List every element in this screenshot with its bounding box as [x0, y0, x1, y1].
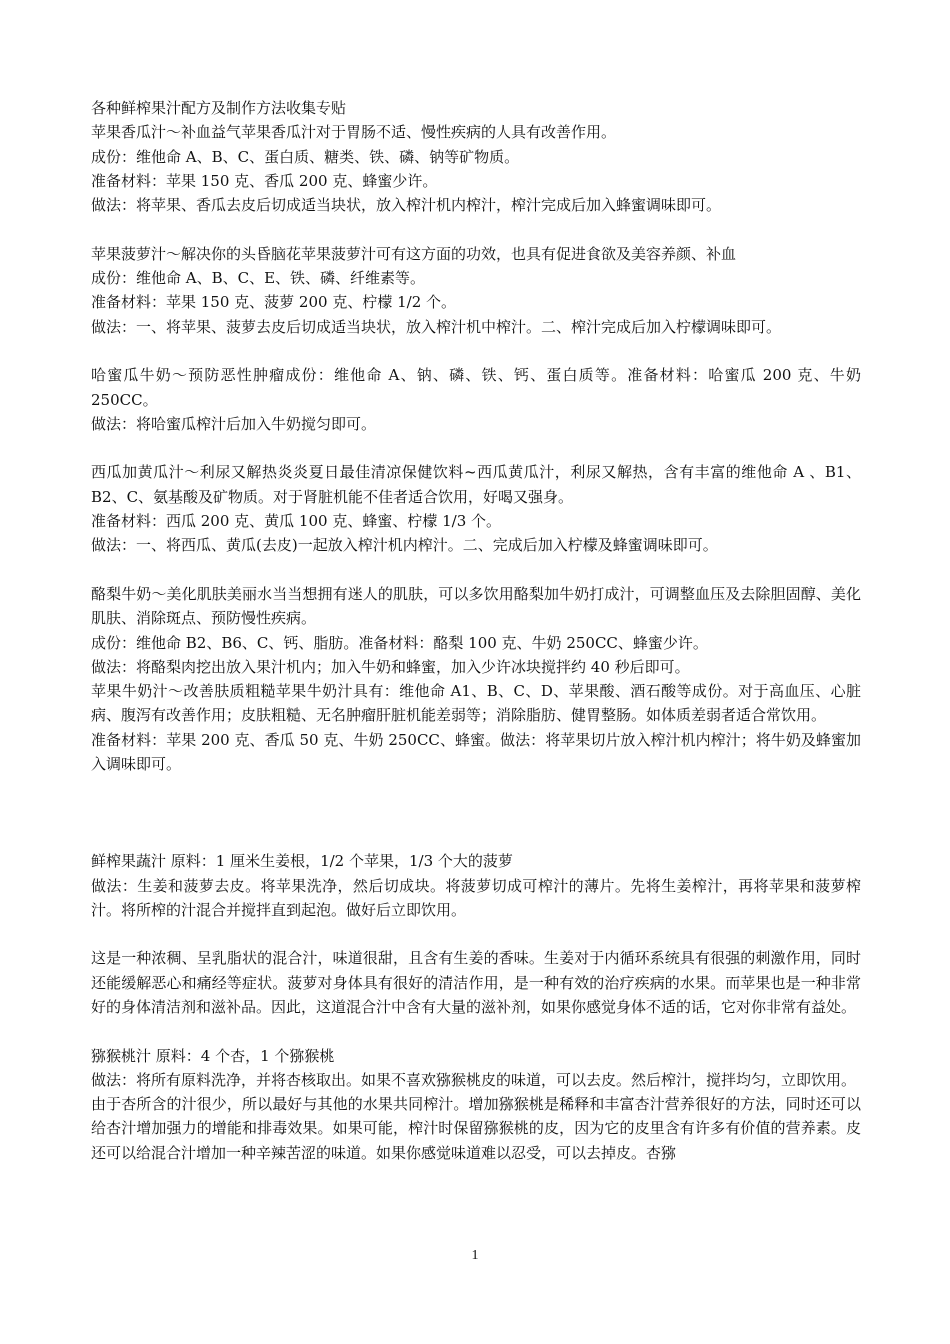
- paragraph: 苹果菠萝汁～解决你的头昏脑花苹果菠萝汁可有这方面的功效，也具有促进食欲及美容养颜、补血: [91, 244, 737, 263]
- paragraph: 做法：将哈蜜瓜榨汁后加入牛奶搅匀即可。: [91, 414, 377, 433]
- paragraph: 做法：一、将苹果、菠萝去皮后切成适当块状，放入榨汁机中榨汁。二、榨汁完成后加入柠檬调味即可。: [91, 317, 782, 336]
- paragraph: 苹果香瓜汁～补血益气苹果香瓜汁对于胃肠不适、慢性疾病的人具有改善作用。: [91, 123, 617, 142]
- paragraph: 做法：将酪梨肉挖出放入果汁机内；加入牛奶和蜂蜜，加入少许冰块搅拌约 40 秒后即可。: [91, 657, 690, 676]
- paragraph: 鲜榨果蔬汁 原料：1 厘米生姜根，1/2 个苹果，1/3 个大的菠萝: [91, 852, 513, 871]
- page-number: 1: [471, 1248, 479, 1263]
- paragraph: 准备材料：苹果 200 克、香瓜 50 克、牛奶 250CC、蜂蜜。做法：将苹果切片放入榨汁机内榨汁；将牛奶及蜂蜜加入调味即可。: [91, 730, 861, 774]
- paragraph: 准备材料：西瓜 200 克、黄瓜 100 克、蜂蜜、柠檬 1/3 个。: [91, 512, 502, 531]
- paragraph: 准备材料：苹果 150 克、香瓜 200 克、蜂蜜少许。: [91, 171, 438, 190]
- blank-line: [91, 922, 861, 946]
- paragraph: 做法：将所有原料洗净，并将杏核取出。如果不喜欢猕猴桃皮的味道，可以去皮。然后榨汁，搅拌均匀，立即饮用。: [91, 1070, 857, 1089]
- paragraph: 酪梨牛奶～美化肌肤美丽水当当想拥有迷人的肌肤，可以多饮用酪梨加牛奶打成汁，可调整血压及去除胆固醇、美化肌肤、消除斑点、预防慢性疾病。: [91, 584, 861, 628]
- paragraph: 做法：生姜和菠萝去皮。将苹果洗净，然后切成块。将菠萝切成可榨汁的薄片。先将生姜榨汁，再将苹果和菠萝榨汁。将所榨的汁混合并搅拌直到起泡。做好后立即饮用。: [91, 876, 861, 919]
- paragraph: 西瓜加黄瓜汁～利尿又解热炎炎夏日最佳清凉保健饮料~西瓜黄瓜汁，利尿又解热，含有丰富的维他命 A 、B1、B2、C、氨基酸及矿物质。对于肾脏机能不佳者适合饮用，好喝又强身。: [91, 463, 861, 506]
- paragraph: 猕猴桃汁 原料：4 个杏，1 个猕猴桃: [91, 1046, 335, 1065]
- blank-line: [91, 776, 861, 825]
- paragraph: 做法：将苹果、香瓜去皮后切成适当块状，放入榨汁机内榨汁，榨汁完成后加入蜂蜜调味即可。: [91, 196, 722, 215]
- paragraph: 成份：维他命 A、B、C、蛋白质、糖类、铁、磷、钠等矿物质。: [91, 147, 520, 166]
- blank-line: [91, 217, 861, 241]
- document-body: [91, 96, 861, 1165]
- blank-line: [91, 339, 861, 363]
- paragraph: 做法：一、将西瓜、黄瓜(去皮)一起放入榨汁机内榨汁。二、完成后加入柠檬及蜂蜜调味即可。: [91, 536, 718, 555]
- blank-line: [91, 436, 861, 460]
- paragraph: 这是一种浓稠、呈乳脂状的混合汁，味道很甜，且含有生姜的香味。生姜对于内循环系统具有很强的刺激作用，同时还能缓解恶心和痛经等症状。菠萝对身体具有很好的清洁作用，是一种有效的治疗疾病的水果。而苹果也是一种非常好的身体清洁剂和滋补品。因此，这道混合汁中含有大量的滋补剂，如果你感觉身体不适的话，它对你非常有益处。: [91, 949, 861, 1016]
- document-title: 各种鲜榨果汁配方及制作方法收集专贴: [91, 99, 347, 117]
- blank-line: [91, 1019, 861, 1043]
- paragraph: 哈蜜瓜牛奶～预防恶性肿瘤成份：维他命 A、钠、磷、铁、钙、蛋白质等。准备材料：哈蜜瓜 200 克、牛奶 250CC。: [91, 366, 861, 409]
- paragraph: 苹果牛奶汁～改善肤质粗糙苹果牛奶汁具有：维他命 A1、B、C、D、苹果酸、酒石酸等成份。对于高血压、心脏病、腹泻有改善作用；皮肤粗糙、无名肿瘤肝脏机能差弱等；消除脂肪、健胃整肠。如体质差弱者适合常饮用。: [91, 682, 861, 725]
- paragraph: 成份：维他命 A、B、C、E、铁、磷、纤维素等。: [91, 269, 426, 288]
- blank-line: [91, 558, 861, 582]
- paragraph: 准备材料：苹果 150 克、菠萝 200 克、柠檬 1/2 个。: [91, 293, 457, 312]
- paragraph: 成份：维他命 B2、B6、C、钙、脂肪。准备材料：酪梨 100 克、牛奶 250CC、蜂蜜少许。: [91, 633, 708, 652]
- blank-line: [91, 825, 861, 849]
- paragraph: 由于杏所含的汁很少，所以最好与其他的水果共同榨汁。增加猕猴桃是稀释和丰富杏汁营养很好的方法，同时还可以给杏汁增加强力的增能和排毒效果。如果可能，榨汁时保留猕猴桃的皮，因为它的皮里含有许多有价值的营养素。皮还可以给混合汁增加一种辛辣苦涩的味道。如果你感觉味道难以忍受，可以去掉皮。杏猕: [91, 1095, 861, 1162]
